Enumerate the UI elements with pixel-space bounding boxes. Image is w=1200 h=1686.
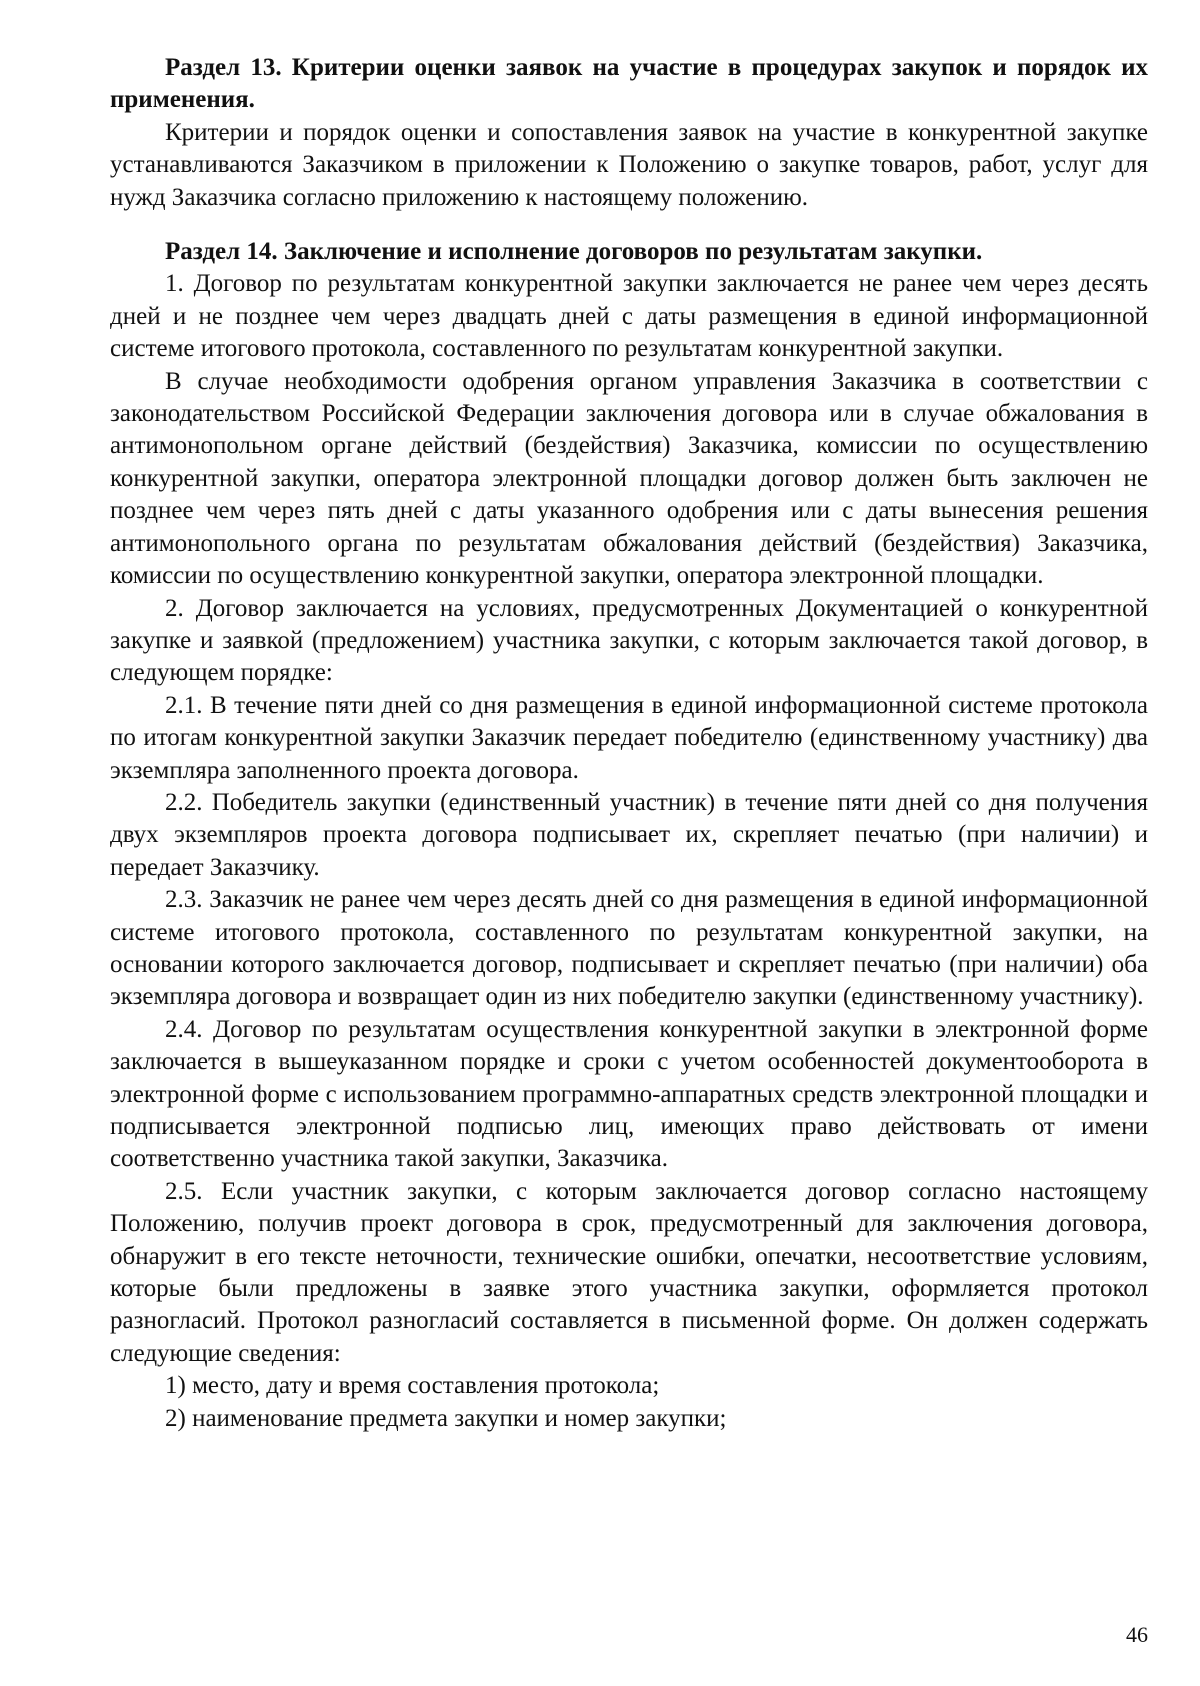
document-page (110, 52, 1148, 1435)
page-number: 46 (1126, 1622, 1148, 1647)
section-14-paragraph-2-1: 2.1. В течение пяти дней со дня размещения в единой информационной системе протокола по итогам конкурентной закупки Заказчик передает победителю (единственному участнику) два экземпляра заполненного проекта договора. (110, 691, 1148, 784)
section-13-paragraph: Критерии и порядок оценки и сопоставления заявок на участие в конкурентной закупке устанавливаются Заказчиком в приложении к Положению о закупке товаров, работ, услуг для нужд Заказчика согласно приложению к настоящему положению. (110, 118, 1148, 211)
section-14-paragraph-2-3: 2.3. Заказчик не ранее чем через десять дней со дня размещения в единой информационной системе итогового протокола, составленного по результатам конкурентной закупки, на основании которого заключается договор, подписывает и скрепляет печатью (при наличии) оба экземпляра договора и возвращает один из них победителю закупки (единственному участнику). (110, 886, 1148, 1011)
section-14-list-item-1: 1) место, дату и время составления протокола; (165, 1372, 660, 1400)
section-14-list-item-2: 2) наименование предмета закупки и номер закупки; (165, 1404, 727, 1432)
section-14-title: Раздел 14. Заключение и исполнение договоров по результатам закупки. (165, 238, 983, 266)
section-14-paragraph-1: 1. Договор по результатам конкурентной закупки заключается не ранее чем через десять дней и не позднее чем через двадцать дней с даты размещения в единой информационной системе итогового протокола, составленного по результатам конкурентной закупки. (110, 270, 1148, 363)
section-14-paragraph-2: 2. Договор заключается на условиях, предусмотренных Документацией о конкурентной закупке и заявкой (предложением) участника закупки, с которым заключается такой договор, в следующем порядке: (110, 594, 1148, 687)
section-14-paragraph-2-4: 2.4. Договор по результатам осуществления конкурентной закупки в электронной форме заключается в вышеуказанном порядке и сроки с учетом особенностей документооборота в электронной форме с использованием программно-аппаратных средств электронной площадки и подписывается электронной подписью лиц, имеющих право действовать от имени соответственно участника такой закупки, Заказчика. (110, 1015, 1148, 1173)
section-14-paragraph-1-approval: В случае необходимости одобрения органом управления Заказчика в соответствии с законодательством Российской Федерации заключения договора или в случае обжалования в антимонопольном органе действий (бездействия) Заказчика, комиссии по осуществлению конкурентной закупки, оператора электронной площадки договор должен быть заключен не позднее чем через пять дней с даты указанного одобрения или с даты вынесения решения антимонопольного органа по результатам обжалования действий (бездействия) Заказчика, комиссии по осуществлению конкурентной закупки, оператора электронной площадки. (110, 367, 1148, 590)
section-13-title: Раздел 13. Критерии оценки заявок на участие в процедурах закупок и порядок их применения. (110, 54, 1148, 114)
section-14-paragraph-2-2: 2.2. Победитель закупки (единственный участник) в течение пяти дней со дня получения двух экземпляров проекта договора подписывает их, скрепляет печатью (при наличии) и передает Заказчику. (110, 788, 1148, 881)
section-14-paragraph-2-5: 2.5. Если участник закупки, с которым заключается договор согласно настоящему Положению, получив проект договора в срок, предусмотренный для заключения договора, обнаружит в его тексте неточности, технические ошибки, опечатки, несоответствие условиям, которые были предложены в заявке этого участника закупки, оформляется протокол разногласий. Протокол разногласий составляется в письменной форме. Он должен содержать следующие сведения: (110, 1177, 1148, 1367)
